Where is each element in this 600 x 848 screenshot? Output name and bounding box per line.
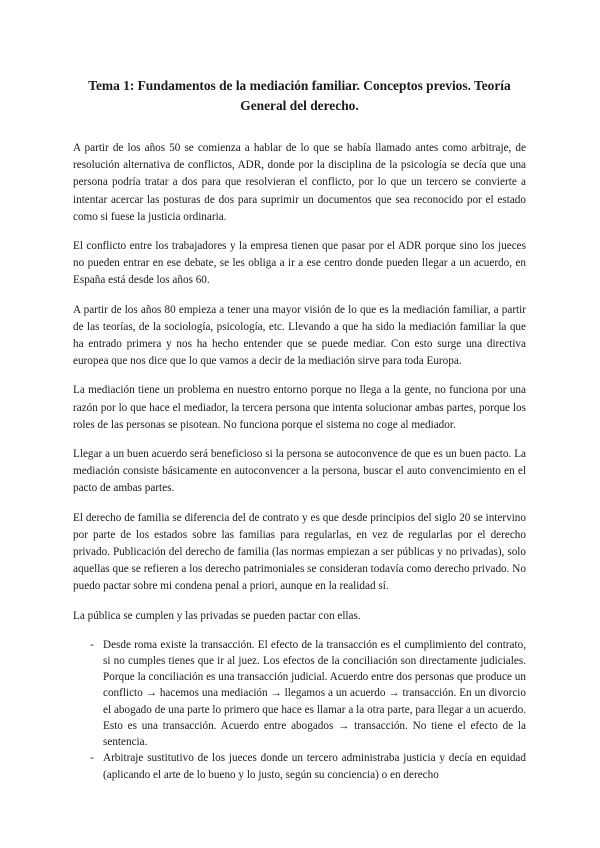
- paragraph-adr-origins: A partir de los años 50 se comienza a hablar de lo que se había llamado antes como arbitraje, de resolución alternativa de conflictos, ADR, donde por la disciplina de la psicología se decía que una persona podría tratar a dos para que resolvieran el conflicto, por lo que un tercero se convierte a intentar acercar las posturas de dos para suprimir un documentos que sea reconocido por el estado como si fuese la justicia ordinaria.: [73, 142, 526, 223]
- list-item: [73, 750, 526, 782]
- list-item: [73, 637, 526, 750]
- document-body: [73, 76, 526, 783]
- bullet-list: [73, 637, 526, 783]
- paragraph-agreement: Llegar a un buen acuerdo será beneficioso si la persona se autoconvence de que es un buen pacto. La mediación consiste básicamente en autoconvencer a la persona, buscar el auto convencimiento en el pacto de ambas partes.: [73, 448, 526, 495]
- bullet-dash: -: [90, 752, 94, 765]
- paragraph-family-law: El derecho de familia se diferencia del de contrato y es que desde principios del siglo 20 se intervino por parte de los estados sobre las familias para regularlas, en vez de regularlas por el derecho privado. Publicación del derecho de familia (las normas empiezan a ser públicas y no privadas), solo aquellas que se refieren a los derecho patrimoniales se consideran todavía como derecho privado. No puedo pactar sobre mi condena penal a priori, aunque en la realidad sí.: [73, 511, 526, 593]
- paragraph-family-mediation-80s: A partir de los años 80 empieza a tener una mayor visión de lo que es la mediación familiar, a partir de las teorías, de la sociología, psicología, etc. Llevando a que ha sido la mediación familiar la que ha entrado primera y nos ha hecho entender que se puede mediar. Con esto surge una directiva europea que nos dice que lo que vamos a decir de la mediación sirve para toda Europa.: [73, 303, 526, 368]
- list-item-text: Desde roma existe la transacción. El efecto de la transacción es el cumplimiento del contrato, si no cumples tienes que ir al juez. Los efectos de la conciliación son directamente judiciales. Porque la conciliación es una transacción judicial. Acuerdo entre dos personas que produce un conflicto → hacemos una mediación → llegamos a un acuerdo → transacción. En un divorcio el abogado de una parte lo primero que hace es llamar a la otra parte, para llegar a un acuerdo. Esto es una transacción. Acuerdo entre abogados → transacción. No tiene el efecto de la sentencia.: [103, 638, 526, 749]
- paragraph-public-private: La pública se cumplen y las privadas se pueden pactar con ellas.: [73, 609, 361, 622]
- bullet-dash: -: [90, 638, 94, 651]
- document-title: Tema 1: Fundamentos de la mediación familiar. Conceptos previos. Teoría General del derecho.: [88, 78, 511, 113]
- paragraph-mediation-problem: La mediación tiene un problema en nuestro entorno porque no llega a la gente, no funciona por una razón por lo que hace el mediador, la tercera persona que intenta solucionar ambas partes, porque los roles de las personas se pisotean. No funciona porque el sistema no coge al mediador.: [73, 384, 526, 431]
- list-item-text: Arbitraje sustitutivo de los jueces donde un tercero administraba justicia y decía en equidad (aplicando el arte de lo bueno y lo justo, según su conciencia) o en derecho: [103, 752, 526, 781]
- paragraph-labor-conflict: El conflicto entre los trabajadores y la empresa tienen que pasar por el ADR porque sino los jueces no pueden entrar en ese debate, se les obliga a ir a ese centro donde pueden llegar a un acuerdo, en España está desde los años 60.: [73, 240, 526, 287]
